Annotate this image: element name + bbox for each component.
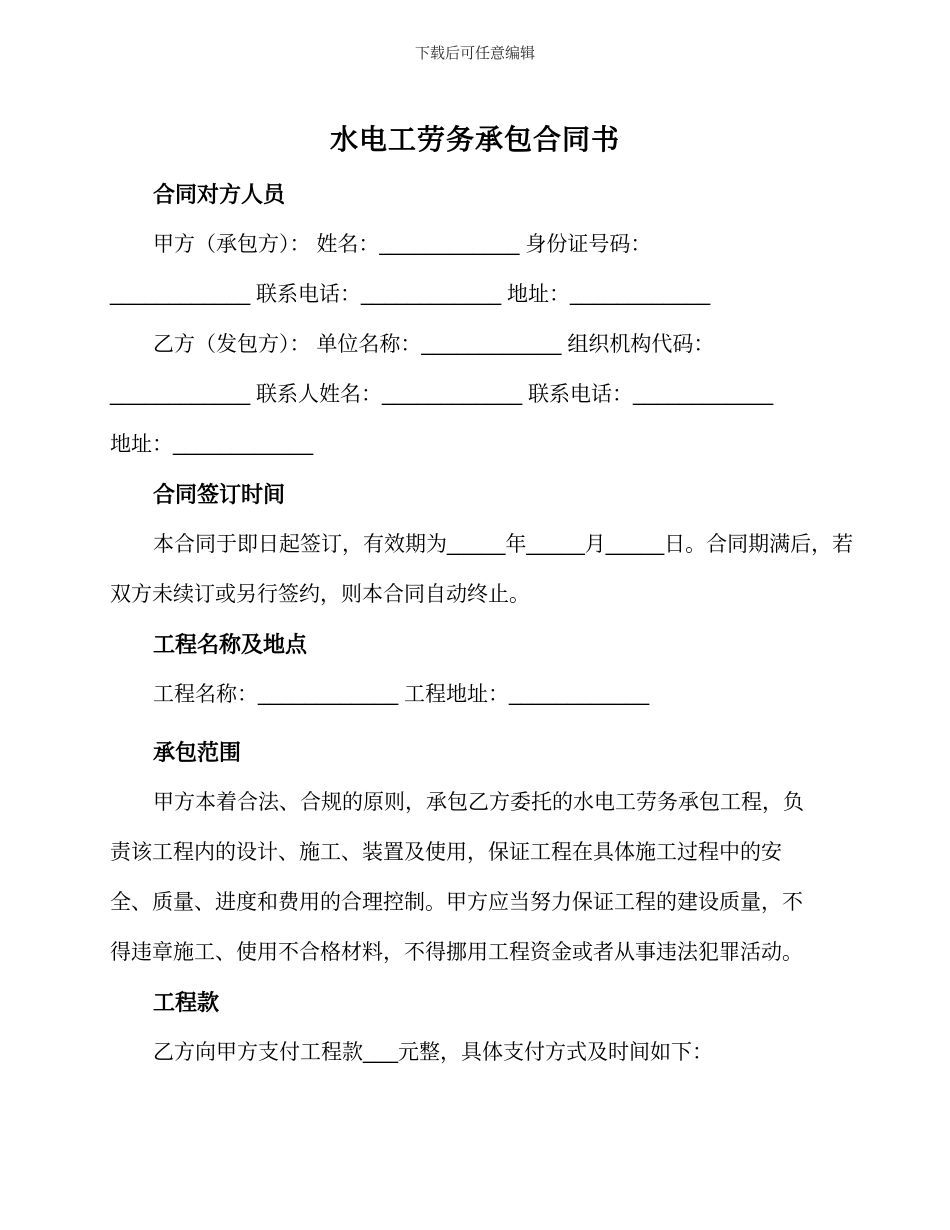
paragraph-line-project-name: 工程名称：____________ 工程地址：____________ [153, 683, 650, 706]
section-heading-signing-time: 合同签订时间 [153, 482, 286, 507]
paragraph-line-scope-4: 得违章施工、使用不合格材料，不得挪用工程资金或者从事违法犯罪活动。 [110, 941, 803, 964]
paragraph-line-termination: 双方未续订或另行签约，则本合同自动终止。 [110, 583, 530, 606]
section-heading-contract-parties: 合同对方人员 [153, 182, 286, 207]
paragraph-line-party-b-contact: ____________ 联系人姓名：____________ 联系电话：____________ [110, 383, 774, 406]
section-project-payment [110, 978, 840, 1078]
paragraph-line-party-b: 乙方（发包方）： 单位名称：____________ 组织机构代码： [153, 333, 715, 356]
section-contract-scope [110, 728, 840, 978]
section-contract-parties [110, 170, 840, 470]
paragraph-line-scope-2: 责该工程内的设计、施工、装置及使用，保证工程在具体施工过程中的安 [110, 841, 782, 864]
document-title: 水电工劳务承包合同书 [329, 124, 620, 155]
download-edit-note: 下载后可任意编辑 [414, 46, 535, 62]
paragraph-line-payment: 乙方向甲方支付工程款___元整，具体支付方式及时间如下： [153, 1041, 714, 1064]
paragraph-line-validity: 本合同于即日起签订，有效期为_____年_____月_____日。合同期满后，若 [153, 533, 854, 556]
paragraph-line-scope-1: 甲方本着合法、合规的原则，承包乙方委托的水电工劳务承包工程，负 [153, 791, 804, 814]
section-signing-time [110, 470, 854, 620]
paragraph-line-party-b-address: 地址：____________ [110, 433, 314, 456]
paragraph-line-party-a-contact: ____________ 联系电话：____________ 地址：____________ [110, 283, 711, 306]
section-heading-contract-scope: 承包范围 [153, 740, 242, 765]
section-heading-project-payment: 工程款 [153, 990, 220, 1015]
section-project-name-location [110, 620, 840, 720]
section-heading-project-name-location: 工程名称及地点 [153, 632, 308, 657]
paragraph-line-scope-3: 全、质量、进度和费用的合理控制。甲方应当努力保证工程的建设质量，不 [110, 891, 803, 914]
paragraph-line-party-a: 甲方（承包方）： 姓名：____________ 身份证号码： [153, 233, 652, 256]
